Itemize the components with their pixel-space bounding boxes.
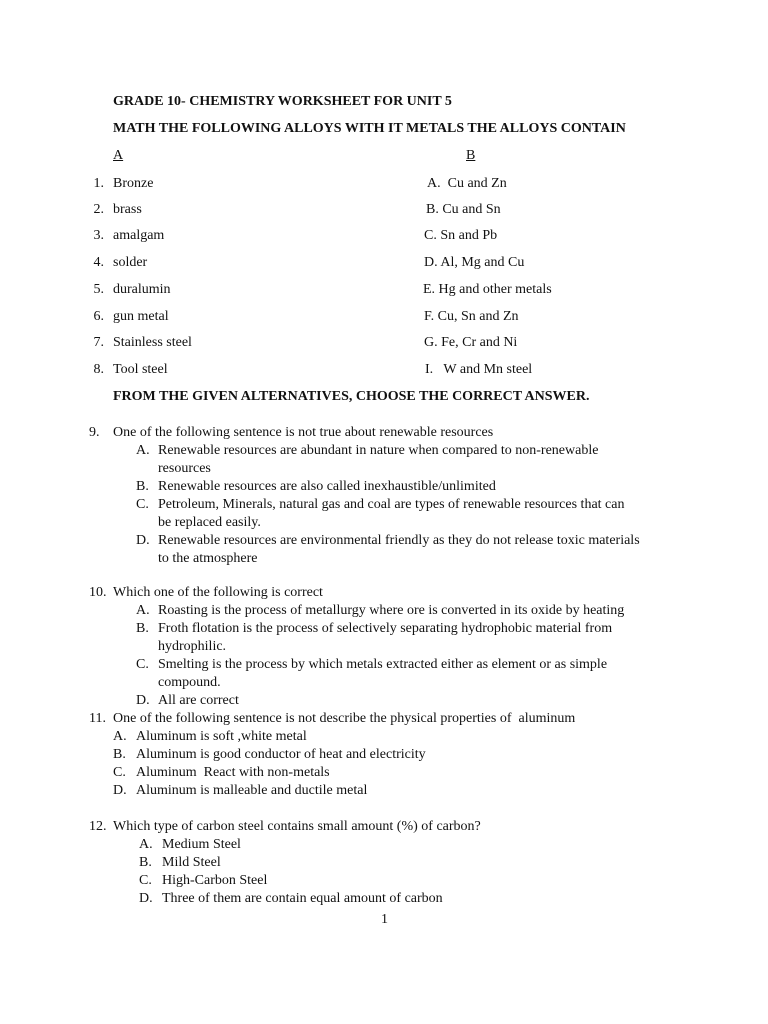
option-text: Aluminum React with non-metals: [136, 765, 330, 780]
match-metals: D. Al, Mg and Cu: [424, 255, 525, 270]
option-text: Aluminum is malleable and ductile metal: [136, 783, 368, 798]
option-text: Roasting is the process of metallurgy where ore is converted in its oxide by heating: [158, 603, 625, 618]
option-text: Aluminum is soft ,white metal: [136, 729, 307, 744]
match-alloy: duralumin: [113, 282, 171, 297]
match-row-number: 3.: [93, 228, 104, 243]
match-alloy: Tool steel: [113, 362, 168, 377]
match-row-number: 8.: [93, 362, 104, 377]
option-text: compound.: [158, 675, 221, 690]
match-row-number: 5.: [93, 282, 104, 297]
option-text: be replaced easily.: [158, 515, 261, 530]
match-alloy: amalgam: [113, 228, 165, 243]
question-number: 12.: [89, 819, 107, 834]
match-alloy: gun metal: [113, 309, 169, 324]
option-letter: D.: [136, 693, 150, 708]
option-text: Renewable resources are environmental friendly as they do not release toxic materials: [158, 533, 640, 548]
question-number: 11.: [89, 711, 106, 726]
option-text: Froth flotation is the process of selectively separating hydrophobic material from: [158, 621, 613, 636]
option-letter: C.: [136, 497, 149, 512]
worksheet-title: GRADE 10- CHEMISTRY WORKSHEET FOR UNIT 5: [113, 94, 452, 109]
match-row-number: 4.: [93, 255, 104, 270]
option-text: Mild Steel: [162, 855, 221, 870]
match-metals: B. Cu and Sn: [426, 202, 501, 217]
page-number: 1: [381, 912, 388, 927]
column-a-header: A: [113, 148, 124, 163]
option-text: High-Carbon Steel: [162, 873, 268, 888]
match-metals: E. Hg and other metals: [423, 282, 552, 297]
option-letter: A.: [139, 837, 153, 852]
option-letter: B.: [136, 621, 149, 636]
match-row-number: 1.: [93, 176, 104, 191]
option-text: Medium Steel: [162, 837, 241, 852]
question-text: One of the following sentence is not true about renewable resources: [113, 425, 494, 440]
option-text: All are correct: [158, 693, 239, 708]
choose-heading: FROM THE GIVEN ALTERNATIVES, CHOOSE THE CORRECT ANSWER.: [113, 389, 590, 404]
option-letter: D.: [136, 533, 150, 548]
option-letter: C.: [139, 873, 152, 888]
option-text: hydrophilic.: [158, 639, 227, 654]
option-text: resources: [158, 461, 211, 476]
match-metals: F. Cu, Sn and Zn: [424, 309, 519, 324]
question-text: One of the following sentence is not describe the physical properties of aluminum: [113, 711, 576, 726]
question-number: 9.: [89, 425, 100, 440]
option-letter: C.: [136, 657, 149, 672]
option-text: Aluminum is good conductor of heat and electricity: [136, 747, 426, 762]
option-letter: A.: [113, 729, 127, 744]
match-row-number: 6.: [93, 309, 104, 324]
match-alloy: brass: [113, 202, 142, 217]
match-alloy: Stainless steel: [113, 335, 192, 350]
option-letter: B.: [139, 855, 152, 870]
option-text: Renewable resources are abundant in nature when compared to non-renewable: [158, 443, 599, 458]
option-letter: B.: [113, 747, 126, 762]
option-letter: D.: [113, 783, 127, 798]
match-metals: C. Sn and Pb: [424, 228, 498, 243]
option-letter: B.: [136, 479, 149, 494]
match-row-number: 7.: [93, 335, 104, 350]
option-text: Renewable resources are also called inexhaustible/unlimited: [158, 479, 496, 494]
match-heading: MATH THE FOLLOWING ALLOYS WITH IT METALS THE ALLOYS CONTAIN: [113, 121, 626, 136]
option-text: Three of them are contain equal amount of carbon: [162, 891, 443, 906]
column-b-header: B: [466, 148, 476, 163]
option-letter: C.: [113, 765, 126, 780]
option-letter: A.: [136, 443, 150, 458]
match-metals: G. Fe, Cr and Ni: [424, 335, 518, 350]
option-letter: A.: [136, 603, 150, 618]
match-alloy: solder: [113, 255, 148, 270]
question-text: Which type of carbon steel contains small amount (%) of carbon?: [113, 819, 481, 834]
question-number: 10.: [89, 585, 107, 600]
option-text: Smelting is the process by which metals extracted either as element or as simple: [158, 657, 608, 672]
question-text: Which one of the following is correct: [113, 585, 323, 600]
option-text: to the atmosphere: [158, 551, 258, 566]
match-row-number: 2.: [93, 202, 104, 217]
option-letter: D.: [139, 891, 153, 906]
match-alloy: Bronze: [113, 176, 154, 191]
match-metals: A. Cu and Zn: [427, 176, 507, 191]
option-text: Petroleum, Minerals, natural gas and coal are types of renewable resources that can: [158, 497, 625, 512]
match-metals: I. W and Mn steel: [425, 362, 533, 377]
